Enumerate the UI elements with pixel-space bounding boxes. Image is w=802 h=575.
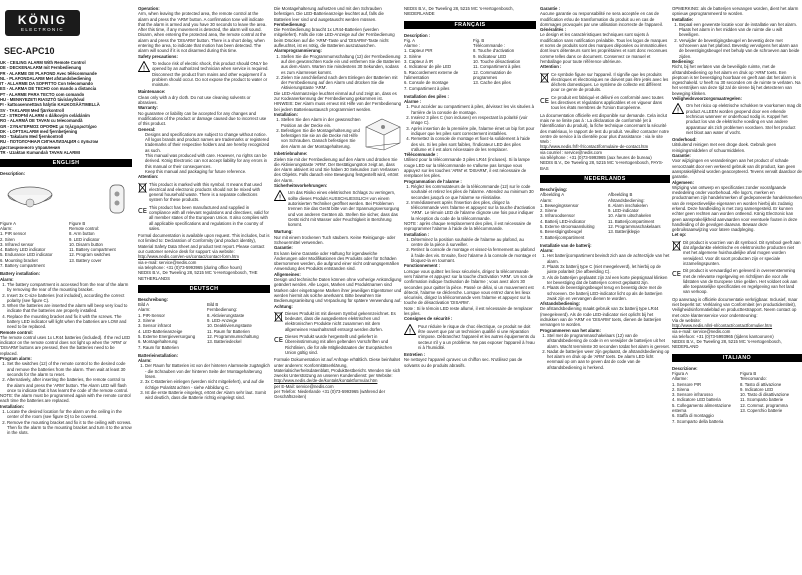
- fig-b-sub: Fernbedienung:: [207, 307, 238, 313]
- section-title: Safety precautions:: [138, 53, 178, 59]
- list-item: 2. Remove the mounting bracket and fix it to the ceiling with screws. Then fix the alarm to the mounting bracket and turn it to the arrow in the slots.: [7, 420, 132, 436]
- section-title: Fonctionnement :: [404, 263, 441, 269]
- warning-icon: [672, 103, 684, 114]
- web-label: Via de website:: [672, 317, 702, 323]
- language-item: SV - TAKLARM Med fjärrkontroll: [0, 107, 64, 113]
- legend-item: 10. Disarm button: [69, 241, 103, 247]
- column-6: [672, 0, 802, 575]
- section-header-nederlands: NEDERLANDS: [540, 175, 670, 183]
- language-item: NL - PLAFONDALARM Met afstandsbediening: [0, 75, 92, 81]
- list-item: 4. Remettez la console de montage et fixez-la solidement à l'aide des vis. Si les piles sont faibles, l'indicateur LED des piles s'allume et il est alors nécessaire de les remplacer.: [411, 136, 536, 152]
- ce-mark-icon: [138, 205, 147, 216]
- legend-item: 7. Battery compartment: [0, 263, 45, 269]
- section-title: Inbetriebnahme:: [274, 151, 308, 157]
- legend-item: 5. Endurance LED indicator: [0, 252, 53, 258]
- section-title: Fernbedienung:: [274, 21, 307, 27]
- legend-item: 13. Cache des piles: [473, 80, 511, 86]
- legend-item: 8. Arm button: [69, 231, 95, 237]
- legend-item: 4. Battery LED indicator: [0, 247, 46, 253]
- section-title: Installation :: [404, 231, 430, 237]
- legend-item: 2. Sirene: [540, 208, 558, 214]
- legend-item: 10. Touche désactivation: [473, 59, 521, 65]
- list-item: 1. Stel met de programmaschakelaars (12) van de afstandsbediening de code in en verwijder de batterijen uit het alarm. Wacht tenminste 30 seconden totdat het alarm is gereset.: [547, 333, 670, 349]
- subsection-label: Installation:: [0, 403, 25, 409]
- company-address: NEDIS B.V., De Tweeling 28, 5215 MC 's-Hertogenbosch, PAYS-BAS: [540, 160, 664, 171]
- paragraph: Dieses Produkt wurde hergestellt und geliefert in Übereinstimmung mit allen geltenden Vorschriften und Richtlinien, die für alle Mitgliedstaaten der Europäischen Union gültig sind.: [285, 334, 393, 355]
- company-address: NEDIS B.V., De Tweeling 28, 5215 MC 's-Hertogenbosch, NEDERLAND: [672, 339, 782, 350]
- legend-item: 2. Sirena: [672, 386, 690, 392]
- language-item: RO - ALARMĂ DE TAVAN cu telecomandă: [0, 118, 83, 124]
- section-title: Allgemeines:: [274, 271, 301, 277]
- legend-item: 5. Raccordement externe de l'alimentation: [404, 69, 459, 80]
- legend-item: 2. Sirene: [138, 318, 156, 324]
- ce-mark-icon: [672, 268, 681, 279]
- fig-b-title: Figura B: [740, 371, 757, 376]
- section-title: Operation:: [138, 6, 160, 11]
- list-item: 1. Bepaal een gewenste locatie voor de installatie van het alarm. Plaats het alarm in het midden van de ruimte die u wilt beveiligen.: [679, 22, 802, 38]
- legend-item: 9. Indicatore LED: [740, 386, 774, 392]
- section-title: Maintenance:: [138, 89, 166, 95]
- legend-item: 6. Bevestigingsbeugel: [540, 229, 583, 235]
- weee-bin-icon: [540, 72, 549, 83]
- section-title: Garantie:: [672, 153, 691, 159]
- legend-item: 9. LED indicator: [69, 236, 100, 242]
- column-4: [404, 0, 536, 575]
- list-item: • Designs and specifications are subject to change without notice.: [145, 132, 270, 137]
- support-url[interactable]: http://www.nedis.fr/fr-fr/contact/formulaire-de-contact.htm: [540, 144, 649, 150]
- list-item: 2. Insert 3x C-size batteries (not included), according the correct polarity (see figure C).: [7, 293, 132, 304]
- list-item: 2. Immédiatement après l'insertion des piles, dirigez la télécommande vers l'alarme et appuyez sur la touche d'activation 'ARM'. Le témoin LED de l'alarme clignote une fois pour indiquer la réception du code de la télécommande.: [411, 200, 536, 221]
- language-item: GR - ΣΥΝΑΓΕΡΜΟΣ ΟΡΟΦΗΣ με τηλεχειριστήριο: [0, 123, 97, 129]
- legend-item: 1. Sensore PIR: [672, 381, 702, 387]
- section-title: Onderhoud:: [672, 137, 697, 143]
- fig-a-title: Fig. A: [404, 37, 415, 43]
- fig-b-title: Afbeelding B: [608, 192, 633, 198]
- warning-icon: [404, 324, 416, 335]
- description-title: Description:: [0, 171, 26, 177]
- section-title: Garantie :: [540, 6, 561, 11]
- legend-item: 1. PIR sensor: [0, 231, 27, 237]
- fig-a-sub: Alarm:: [138, 307, 151, 313]
- list-item: 3. Als de batterijen geplaatst zijn zal een korte piepsignaal klinken ter bevestiging dat de batterijen correct geplaatst zijn.: [547, 275, 670, 286]
- note: Note : Si le témoin LED reste allumé, il est nécessaire de remplacer les piles.: [404, 305, 533, 317]
- section-title: Achtung:: [274, 303, 293, 309]
- warning-icon: [274, 190, 286, 201]
- svg-text:CE: CE: [540, 96, 549, 105]
- company-address: NEDIS B.V., De Tweeling 28, 5215 MC 's-Hertogenbosch, NIEDERLANDE: [404, 6, 514, 17]
- column-2: [138, 0, 270, 575]
- support-url[interactable]: http://www.nedis.com/en-us/contact/contact-form.htm: [138, 254, 240, 260]
- column-1: [0, 0, 132, 575]
- section-title: Télécommande :: [404, 152, 438, 158]
- fig-b-sub: Telecomando:: [740, 376, 767, 382]
- section-title: Généralités :: [540, 27, 567, 33]
- subsection-label: Alarme :: [404, 99, 422, 105]
- paragraph: La documentation officielle est disponible sur demande. Cela inclut mais ne se limite pas à : La déclaration de conformité (et à l'identification du produit), la fiche technique concernant la sécurité des matériaux, le rapport de test du produit. Veuillez contacter notre centre de service à la clientèle pour plus d'assistance : via le site Web :: [540, 112, 669, 145]
- legend-item: 4. Indicateur de pile LED: [404, 64, 452, 70]
- legend-item: 6. Console de montage: [404, 80, 449, 86]
- legend-item: 3. Infrared sensor: [0, 241, 34, 247]
- fig-b-sub: Afstandsbediening:: [608, 197, 645, 203]
- legend-item: 5. Collegamento alimentazione esterna: [672, 402, 731, 414]
- legend-item: 1. PIR-Sensor: [138, 312, 165, 318]
- language-item: CZ - STROPNÍ ALARM s dálkovým ovládáním: [0, 112, 90, 118]
- paragraph: Formale Dokumentation ist auf Anfrage erhältlich. Diese beinhaltet unter anderem: Konformitätserklärung, Materialsicherheitsdatenblatt, Produkttestbericht. Wenden Sie sich zwecks Unterstützung an unseren Kundendienst: per Website:: [274, 357, 401, 379]
- paragraph: Utilisez pour la télécommande 3 piles LR44 (incluses). Si la lampe rouge LED sur la télécommande ne s'allume pas lorsque vous appuyez sur les touches 'ARM' et 'DISARM', il est nécessaire de remplacer les piles.: [404, 157, 530, 179]
- figure-legend: [0, 221, 132, 269]
- paragraph: Dieses Produkt ist mit diesem Symbol gekennzeichnet. Es bedeutet, dass die ausgedienten elektrischen und elektronischen Produkte nicht zusammen mit dem allgemeinen Haushaltsmüll entsorgt werden dürfen.: [285, 310, 396, 332]
- support-phone: via telefoon: +31 (0)73-5993965 (tijdens kantooruren): [672, 333, 774, 339]
- legend-item: 6. Montagehalterung: [138, 339, 178, 345]
- support-email: via e-mail: service@nedis.com: [672, 328, 731, 334]
- legend-item: 9. LED-indicator: [608, 208, 639, 214]
- legend-item: 10. Deaktivierungstaste: [207, 323, 252, 329]
- legend-item: 11. Compartiment à piles: [473, 64, 521, 70]
- fig-b-sub: Remote control:: [69, 225, 100, 231]
- legend-item: 11. Batterijcompartiment: [608, 218, 655, 224]
- list-item: • All logos brands and product names are trademarks or registered trademarks of their respective holders and are hereby recognized as such.: [145, 137, 270, 153]
- description-title: Beschreibung:: [138, 296, 169, 302]
- support-url[interactable]: http://www.nedis.nl/nl-nl/contact/contactformulier.htm: [672, 323, 773, 329]
- list-item: 2. 3x C-Batterien einlegen (werden nicht mitgeliefert), und auf die richtige Polarität achten - siehe Abbildung C.: [145, 379, 270, 390]
- language-item: NO - Takalarm Med fjernkontroll: [0, 134, 64, 140]
- konig-logo: [5, 10, 80, 36]
- legend-item: 8. Tasto di attivazione: [740, 381, 782, 387]
- list-item: 1. Het batterijcompartiment bevindt zich aan de achterzijde van het alarm.: [547, 253, 670, 264]
- support-email: via e-mail: service@nedis.com: [138, 259, 197, 265]
- fig-b-title: Figure B: [69, 220, 86, 226]
- support-email: per E-Mail: service@nedis.com: [274, 383, 334, 389]
- list-item: 1. Réglez les commutateurs de la télécommande (12) sur le code souhaité et retirez les piles de l'alarme. Attendez au minimum 30 secondes jusqu'à ce que l'alarme se réinitialise.: [411, 184, 536, 200]
- paragraph: Dit product is vervaardigd en geleverd in overeenstemming met de relevante regelgeving en richtlijnen die voor alle lidstaten van de Europese Unie gelden. Het voldoet ook aan alle toepasselijke specificaties en regelgeving van het land van verkoop.: [683, 268, 798, 295]
- section-title: General:: [138, 126, 156, 132]
- language-item: HU - MENNYEZETI RIASZTÓ távirányítóval: [0, 97, 85, 103]
- paragraph: Lorsque vous quittez les lieux sécurisés, dirigez la télécommande vers l'alarme et appuyez sur la touche d'activation 'ARM'. Un son de confirmation indique l'activation de l'alarme ; vous avez alors 30 secondes pour quitter la pièce. Passé ce délai, si un mouvement est détecté, l'alarme se déclenche. Lorsque vous entrez dans les lieux sécurisés, dirigez la télécommande vers l'alarme et appuyez sur la touche de désactivation 'DISARM'.: [404, 268, 534, 306]
- section-title: Warranty:: [138, 105, 158, 111]
- legend-item: 4. LED-Batterieanzeige: [138, 328, 183, 334]
- paragraph: Ne nettoyez l'appareil qu'avec un chiffon sec. N'utilisez pas de solvants ou de produits abrasifs.: [404, 357, 523, 368]
- legend-item: 13. Battery cover: [69, 257, 102, 263]
- legend-item: 11. Scomparto batterie: [740, 397, 784, 403]
- fig-a-sub: Alarm:: [0, 225, 13, 231]
- svg-text:CE: CE: [672, 270, 681, 279]
- section-title: Installation:: [274, 111, 299, 117]
- list-item: 3. Après insertion de la première pile, l'alarme émet un bip fort pour indiquer que les piles sont correctement installées.: [411, 126, 536, 137]
- section-header-deutsch: DEUTSCH: [138, 285, 270, 293]
- paragraph: Aucune garantie ou responsabilité ne sera acceptée en cas de modification et/ou de transformation du produit ou en cas de dommages provoqués par une utilisation incorrecte de l'appareil.: [540, 11, 663, 27]
- svg-text:!: !: [278, 193, 282, 202]
- legend-item: 9. LED-Anzeige: [207, 318, 238, 324]
- legend-item: 6. Staffa di montaggio: [672, 413, 714, 419]
- section-title: Installation des piles :: [404, 93, 449, 99]
- note: OPMERKING: als de batterijen vervangen worden, dient het alarm opnieuw geprogrammeerd te worden.: [672, 6, 799, 17]
- paragraph: Dit product is voorzien van dit symbool. Dit symbool geeft aan dat afgedankte elektrische en elektronische producten niet met het algemene huishoudelijke afval mogen worden verwijderd. Voor dit soort producten zijn er speciale inzamelingspunten.: [683, 239, 801, 266]
- section-title: Programmation de l'alarme :: [404, 178, 462, 184]
- section-title: Attention :: [540, 64, 562, 70]
- section-title: Alarmprogrammierung:: [274, 48, 322, 54]
- legend-item: 4. Batterij LED-indicator: [540, 218, 586, 224]
- paragraph: Die LED-Alarmanzeige leuchtet einmal auf und zeigt an, dass es zur Kodeanerkennung der Fernbedienung gekommen ist.: [274, 90, 397, 102]
- legend-item: 2. Siren: [0, 236, 15, 242]
- paragraph: Richt, bij het verlaten van de beveiligde ruimte, met de afstandsbediening op het alarm en druk op 'ARM' toets. Een pieptoon is ter bevestiging hoorbaar en geeft aan dat het alarm is ingeschakeld. U heeft nu 30 seconden om de ruimte te verlaten. Na het verstrijken van deze tijd zal de sirene bij het detecteren van beweging klinken.: [672, 64, 801, 96]
- paragraph: The remote control uses 1x LR44 batteries (included). If the red LED indicator on the remote control does not light up when the 'ARM' or 'DISARM' buttons are pressed, then the batteries need to be replaced.: [0, 334, 131, 356]
- svg-text:!: !: [676, 106, 680, 115]
- list-item: 2. Befestigen Sie die Montagehalterung und befestigen Sie sie an die Decke mit Hilfe von Schrauben. Danach befestigen Sie den Alarm an der Montagehalterung.: [281, 128, 361, 149]
- logo-brand: KÖNIG: [17, 12, 68, 27]
- section-title: Bediening:: [672, 58, 695, 64]
- paragraph: Wijziging van ontwerp en specificaties zonder voorafgaande mededeling onder voorbehoud. Alle logo's, merken en productnamen zijn handelsmerken of gedeponeerde handelsmerken van de respectievelijke eigenaren en worden hierbij als zodanig erkend. Deze handleiding is met zorg samengesteld. Er kunnen echter geen rechten aan worden ontleend. König Electronic kan geen aansprakelijkheid aanvaarden voor eventuele fouten in deze handleiding of de gevolgen daarvan. Bewaar deze gebruiksaanwijzing voor latere raadpleging.: [672, 184, 802, 233]
- company-address: NEDIS B.V., De Tweeling 28, 5215 MC 's-Hertogenbosch, THE NETHERLANDS: [138, 270, 258, 281]
- list-item: 1. Pour accéder au compartiment à piles, dévissez les vis situées à l'arrière de la console de montage.: [411, 104, 536, 115]
- language-item: UK - CEILING ALARM With Remote Control: [0, 60, 86, 65]
- description-title: Beschrijving:: [540, 186, 568, 192]
- paragraph: Voor wijzigingen en veranderingen aan het product of schade veroorzaakt door een verkeerd gebruik van dit product, kan geen aansprakelijkheid worden geaccepteerd. Tevens vervalt daardoor de garantie.: [672, 158, 802, 180]
- legend-item: 11. Raum für Batterien: [207, 328, 250, 334]
- legend-item: 12. Programmaschakelaars: [608, 223, 661, 229]
- language-item: TR - Uzaktan Kumandalı TAVAN ALARMI: [0, 150, 80, 156]
- paragraph: Nur mit einem trockenen Tuch säubern. Keine Reinigungs- oder Scheuermittel verwenden.: [274, 234, 396, 245]
- list-item: 1. Der Raum für Batterien ist von der hinteren Alarmseite zugänglich - die Schrauben von der hinteren Seite der Montagehalterung lösen.: [145, 363, 270, 379]
- paragraph: Pour réduire le risque de choc électrique, ce produit ne doit être ouvert que par un technicien qualifié si une réparation s'impose. Débranchez l'appareil et les autres équipements du secteur s'il y a un problème. Ne pas exposer l'appareil à l'eau ni à l'humidité.: [418, 323, 536, 350]
- fig-a-sub: Alarme :: [404, 43, 420, 49]
- legend-item: 6. Mounting bracket: [0, 257, 38, 263]
- paragraph: Es kann keine Garantie oder Haftung für irgendwelche Änderungen oder Modifikationen des Produkts oder für Schäden übernommen werden, die aufgrund einer nicht ordnungsgemäßen Anwendung des Produkts entstanden sind.: [274, 250, 400, 272]
- support-url[interactable]: http://www.nedis.de/de-de/kontakt/kontaktformular.htm: [274, 378, 378, 384]
- paragraph: Formal documentation is available upon request. This includes, but is not limited to: Declaration of Conformity (and product identity), Material Safety Data Sheet and product test report. Please contact our customer service desk for support: via website:: [138, 233, 270, 255]
- legend-item: 2. Sirène: [404, 53, 422, 59]
- subsection-label: Remote control:: [0, 329, 33, 335]
- list-item: 2. Verwijder de bevestigingsbeugel en bevestig deze met schroeven aan het plafond. Bevestig vervolgens het alarm aan de bevestigingsbeugel met behulp van de schroeven aan beide zijden.: [679, 38, 802, 59]
- list-item: • Keep this manual and packaging for future reference.: [145, 169, 270, 174]
- list-item: 3. When the batteries are inserted the alarm will beep very loud to indicate that the batteries are properly installed.: [7, 303, 132, 314]
- warning-icon: [138, 61, 150, 72]
- legend-item: 12. Commut. programma: [740, 402, 788, 408]
- svg-text:!: !: [408, 327, 412, 335]
- svg-text:CE: CE: [138, 206, 147, 215]
- support-phone: via telephone: +31 (0)73-5993965 (during office hours): [138, 264, 242, 270]
- section-header-francais: FRANÇAIS: [404, 21, 536, 29]
- legend-item: 8. Alarm inschakelen: [608, 202, 648, 208]
- list-item: 1. Locate the desired location for the alarm on the ceiling in the center of the room (see figure D) to be covered.: [7, 409, 132, 420]
- svg-text:CE: CE: [274, 336, 283, 345]
- list-item: 1. Déterminez la position souhaitée de l'alarme au plafond, au centre de la pièce à surveiller.: [411, 237, 536, 248]
- fig-b-title: Fig. B: [473, 37, 485, 43]
- note: NOTE : après chaque remplacement des piles, il est nécessaire de reprogrammer l'alarme à l'aide de la télécommande.: [404, 220, 532, 232]
- section-header-italiano: ITALIANO: [672, 354, 802, 362]
- fig-b-sub: Télécommande :: [473, 43, 506, 49]
- language-item: IT - ALLARME DA SOFFITTO Con telecomando: [0, 81, 93, 87]
- list-item: 3. Ist die erste Batterie eingelegt, ertönt der Alarm sehr laut. Somit wird deutlich, dass die Batterie richtig eingelegt sind.: [145, 390, 270, 401]
- list-item: 2. Nadat de batterijen weer zijn geplaatst, de afstandsbediening op het alarm en druk op de 'ARM' toets. De alarm LED licht eenmaal op om aan te geven dat de code van de afstandsbediening is herkend.: [547, 349, 670, 370]
- legend-item: 3. Capteur à IR: [404, 59, 434, 65]
- section-title: Installatie van de batterij:: [540, 242, 592, 248]
- paragraph: Design und technische Daten können ohne vorherige Ankündigung geändert werden. Alle Logos, Marken und Produktnamen sind Marken oder eingetragene Marken ihrer jeweiligen Eigentümer und werden hiermit als solche anerkannt. Bitte bewahren Sie Bedienungsanleitung und Verpackung für spätere Verwendung auf.: [274, 277, 402, 304]
- legend-item: 8. Aktivierungstaste: [207, 312, 245, 318]
- paragraph: Ce produit est fabriqué et délivré en conformité avec toutes les directives et régulations applicables et en vigueur dans tous les états membres de l'Union Européenne.: [551, 94, 664, 111]
- paragraph: Clean only with a dry cloth. Do not use cleaning solvents or abrasives.: [138, 94, 251, 106]
- section-title: Sicherheitsvorkehrungen:: [274, 183, 328, 189]
- list-item: • This manual was produced with care. However, no rights can be derived. König Electronic can not accept liability for any errors in this manual or their consequences.: [145, 153, 270, 169]
- weee-bin-icon: [138, 182, 147, 193]
- list-item: 4. Plaats de bevestigingsbeugel terug en bevestig deze met de schroeven. De batterij LED-indicator licht op als de batterijen zwak zijn en vervangen dienen te worden.: [547, 285, 670, 301]
- paragraph: Die Fernbedienung braucht 1x LR44-Batterien (werden mitgeliefert). Falls die rote LED-Anzeige auf der Fernbedienung beim Drücken auf die 'ARM'-Taste und 'DISARM'-Taste nicht aufleuchtet, ist es nötig, die Batterien auszutauschen.: [274, 27, 395, 49]
- fig-a-title: Figure A: [0, 220, 17, 226]
- section-title: Attention:: [138, 174, 159, 180]
- legend-item: 8. Touche d'activation: [473, 48, 515, 54]
- legend-item: 13. Coperchio batterie: [740, 408, 783, 414]
- list-item: 2. Plaats 3x batterij type C (niet meegeleverd), let hierbij op de juiste polariteit (zie afbeelding C).: [547, 264, 670, 275]
- section-title: Garantie:: [274, 245, 293, 251]
- legend-item: 13. Batterijklepje: [608, 229, 640, 235]
- language-item: FI - kattoasennettävä hälytin KAUKOSÄÄTIMELLÄ: [0, 102, 100, 108]
- fig-a-title: Afbeelding A: [540, 192, 565, 198]
- subsection-label: Alarm:: [138, 358, 152, 364]
- ce-mark-icon: [540, 95, 549, 106]
- language-item: DK - LOFTSALARM med fjernbetjening: [0, 128, 78, 134]
- section-title: Programmeren van het alarm:: [540, 327, 601, 333]
- weee-bin-icon: [274, 311, 283, 322]
- description-title: Description :: [404, 32, 431, 38]
- fig-a-title: Figura A: [672, 371, 689, 376]
- paragraph: Op aanvraag is officiële documentatie verkrijgbaar. Inclusief, maar niet beperkt tot: Verklaring van Conformiteit (en productidentiteit), Veiligheidsinformatieblad en producttestrapport. Neem contact op met onze klantenservice voor ondersteuning:: [672, 296, 798, 318]
- list-item: 2. Zielen Sie anschließend nach dem Einlegen der Batterien mit der Fernbedienung auf den Alarm und drücken Sie die Aktivierungstaste 'ARM'.: [281, 75, 402, 91]
- model-number: SEC-APC10: [4, 46, 55, 56]
- legend-item: 12. Programmumschaltung: [207, 333, 259, 339]
- legend-item: 12. Program switches: [69, 252, 111, 258]
- legend-item: 13. Batteriedeckel: [207, 339, 242, 345]
- section-title: Veiligheidsvoorzorgsmaatregelen:: [672, 96, 742, 102]
- legend-item: 7. Batterijcompartiment: [540, 234, 585, 240]
- language-item: FR - ALARME DE PLAFOND Avec télécommande: [0, 70, 97, 76]
- legend-item: 9. Indicateur LED: [473, 53, 507, 59]
- section-title: Installatie:: [672, 16, 694, 22]
- legend-item: 12. Commutation de programmes: [473, 69, 512, 80]
- section-title: Consignes de sécurité :: [404, 316, 453, 322]
- list-item: 4. Replace the mounting bracket and fix it with the screws. The battery LED indicator will light when the batteries are LOW and need to be replaced.: [7, 314, 132, 330]
- column-5: [540, 0, 670, 575]
- language-item: PT - ALARME PARA TECTO com comando: [0, 91, 85, 97]
- logo-sub: ELECTRONIC: [20, 26, 64, 32]
- section-title: Batterieinstallation:: [138, 352, 179, 358]
- legend-item: 4. Indicatore LED batteria: [672, 397, 721, 403]
- subsection-label: Alarm:: [0, 276, 14, 282]
- legend-item: 11. Battery compartment: [69, 247, 116, 253]
- figure-illustrations: [0, 181, 132, 217]
- subsection-label: Alarm:: [540, 248, 554, 254]
- svg-text:!: !: [142, 64, 146, 72]
- paragraph: To reduce risk of electric shock, this product should ONLY be opened by an authorized technician when service is required. Disconnect the product from mains and other equipment if a problem should occur. Do not expose the product to water or moisture.: [152, 60, 269, 88]
- figure-legend: [138, 302, 270, 350]
- column-3: [274, 0, 402, 575]
- legend-item: 7. Compartiment à piles: [404, 85, 450, 91]
- section-header-english: ENGLISH: [0, 159, 132, 167]
- paragraph: No guarantee or liability can be accepted for any changes and modifications of the product or damage caused due to incorrect use of this product.: [138, 110, 267, 127]
- legend-item: 1. Capteur PIR: [404, 48, 433, 54]
- figure-legend: [672, 371, 802, 424]
- paragraph: This product is marked with this symbol. It means that used electrical and electronic products should not be mixed with general household waste. There is a separate collections system for these products.: [149, 181, 262, 203]
- room-diagram-figure: [364, 117, 402, 151]
- support-phone: via téléphone : +31 (0)73-5993965 (aux heures de bureau): [540, 155, 652, 161]
- support-email: via courriel : service@nedis.com: [540, 149, 602, 155]
- legend-item: 10. Alarm uitschakelen: [608, 213, 652, 219]
- paragraph: De afstandsbediening maakt gebruik van 3x batterij type LR44 (meegeleverd). Als de rode LED-indicator niet oplicht bij het indrukken van de 'ARM' en 'DISARM' toets, dienen de batterijen vervangen te worden.: [540, 306, 662, 328]
- weee-bin-icon: [672, 240, 681, 251]
- fig-b-title: Bild B: [207, 302, 219, 308]
- legend-item: 5. Externe stroomaansluiting: [540, 223, 595, 229]
- fig-a-sub: Alarm:: [540, 197, 553, 203]
- remote-control-figure: [102, 181, 132, 217]
- figure-legend: [404, 38, 536, 91]
- paragraph: Zielen Sie mit der Fernbedienung auf den Alarm und drücken Sie die Aktivierungstaste 'ARM'. Der Bestätigungston zeigt an, dass der Alarm aktiviert ist und Sie haben 30 Sekunden zum Verlassen des Objekts. Falls danach eine Bewegung festgestellt wird, ertönt der Alarm.: [274, 156, 399, 183]
- list-item: 2. Alternatively, after inserting the batteries, the remote control to the alarm and press the 'ARM' button. The Alarm LED will flash once to indicate that it has learnt the code of the remote control.: [7, 377, 132, 393]
- legend-item: 5. Externe Energieversorgung: [138, 333, 196, 339]
- list-item: 1. Set the switches (12) of the remote control to the desired code and remove the batteries from the alarm. Then wait at least 30 seconds for the alarm to reset.: [7, 361, 132, 377]
- legend-item: 3. Sensor infrarot: [138, 323, 171, 329]
- section-title: Wartung:: [274, 229, 293, 235]
- note: NOTE: the alarm must be programmed again with the remote control each time the batteries are replaced.: [0, 393, 131, 404]
- list-item: 1. The battery compartment is accessed from the rear of the alarm by removing the rear of the mounting bracket.: [7, 282, 132, 293]
- ce-mark-icon: [274, 334, 283, 345]
- subsection-label: Program alarm:: [0, 356, 32, 362]
- fig-a-title: Bild A: [138, 302, 149, 308]
- fig-a-sub: Allarme:: [672, 376, 688, 382]
- language-item: ES - ALARMA DE TECHO con mando a distancia: [0, 86, 97, 92]
- legend-item: 3. Infraroodsensor: [540, 213, 575, 219]
- figure-legend: [540, 192, 670, 240]
- section-title: Entretien :: [404, 352, 426, 358]
- language-item: DE - DECKENALARM mit Fernbedienung: [0, 65, 82, 71]
- legend-item: 3. Sensore infrarosso: [672, 392, 713, 398]
- list-item: 2. Insérez 3 piles C (non incluses) en respectant la polarité (voir image C).: [411, 115, 536, 126]
- paragraph: Arm, when leaving the protected area, the remote control at the alarm and press the 'ARM' button. A confirmation tone will indicate that the alarm is armed and you have 30 seconds to leave the area. After this time, if any movement is detected, the alarm will sound. Disarm, when entering the protected area, the remote control at the alarm and press the 'DISARM' button. There is a short delay, when entering the area, to indicate that motion has been detected. The alarm will sound if it is not disarmed during this time.: [138, 11, 267, 54]
- language-list: [0, 60, 132, 155]
- legend-item: 7. Raum für Batterien: [138, 344, 179, 350]
- paragraph: Om het risico op elektrische schokken te voorkomen mag dit product ALLEEN worden geopend door een erkende technicus wanneer er onderhoud nodig is. Koppel het product los van de elektrische voeding en van andere apparatuur als zich problemen voordoen. Stel het product niet bloot aan water of vocht.: [686, 103, 801, 135]
- legend-item: 1. Bewegingssensor: [540, 202, 579, 208]
- legend-item: 10. Tasto di disattivazione: [740, 392, 790, 398]
- list-item: 1. Stellen Sie den Alarm in der gewünschten Position an der Decke ein.: [281, 117, 361, 128]
- paragraph: Um das Risiko eines elektrischen Schlags zu verringern, sollte dieses Produkt AUSSCHLIESSLICH von einem autorisierten Techniker geöffnet werden. Bei Problemen trennen Sie das Gerät bitte von der Spannungsversorgung und von anderen Geräten ab. Stellen Sie sicher, dass das Gerät nicht mit Wasser oder Feuchtigkeit in Berührung kommt.: [288, 190, 400, 228]
- section-title: Afstandsbediening:: [540, 301, 581, 307]
- paragraph: Le design et les caractéristiques techniques sont sujets à modification sans notification préalable. Tous les logos de marques et noms de produits sont des marques déposées ou immatriculées dont leurs détenteurs sont les propriétaires et sont donc reconnues comme telles dans ce document. Conservez ce manuel et l'emballage pour toute référence ultérieure.: [540, 32, 668, 64]
- list-item: 2. Retirez la console de montage et vissez-la fermement au plafond à l'aide des vis. Ensuite, fixez l'alarme à la console de montage et bloquez-la en tournant.: [411, 247, 536, 263]
- list-item: 1. Stellen Sie die Programmumschaltung (12) der Fernbedienung auf den gewünschten Kode ein und entfernen Sie die Batterien aus dem Alarm. Warten Sie mindestens 30 Sekunden, sodass es zum Alarmreset kommt.: [281, 54, 402, 75]
- description-title: Descrizione:: [672, 365, 698, 371]
- paragraph: Uitsluitend reinigen met een droge doek. Gebruik geen reinigingsmiddelen of schuurmiddelen.: [672, 142, 777, 153]
- note: HINWEIS: Der Alarm muss erneut mit Hilfe von der Fernbedienung bei jedem Batterieaustausch programmiert werden.: [274, 101, 402, 112]
- alarm-device-figure: [0, 181, 60, 217]
- language-item: RU - ПОТОЛОЧНАЯ СИГНАЛИЗАЦИЯ с пультом дистанционного управления: [0, 139, 99, 150]
- legend-item: 7. Scomparto della batteria: [672, 418, 724, 424]
- paragraph: Ce symbole figure sur l'appareil. Il signifie que les produits électriques et électroniques ne doivent pas être jetés avec les déchets domestiques. Le système de collecte est différent pour ce genre de produits.: [551, 71, 669, 93]
- support-phone: per Telefon: Niederlande +31 (0)73-5993965 (während der Geschäftszeiten): [274, 389, 386, 400]
- section-title: Algemeen:: [672, 179, 694, 185]
- paragraph: This product has been manufactured and supplied in compliance with all relevant regulations and directives, valid for all member states of the European Union. It also complies with all applicable specifications and regulations in the country of sales.: [149, 204, 269, 231]
- paragraph: Die Montagehalterung aufsetzen und mit den Schrauben befestigen. Die LED-Batterieanzeige leuchtet auf, falls die Batterien leer sind und ausgetauscht werden müssen.: [274, 6, 384, 22]
- section-title: Let op:: [672, 232, 687, 238]
- section-title: Battery installation:: [0, 271, 41, 277]
